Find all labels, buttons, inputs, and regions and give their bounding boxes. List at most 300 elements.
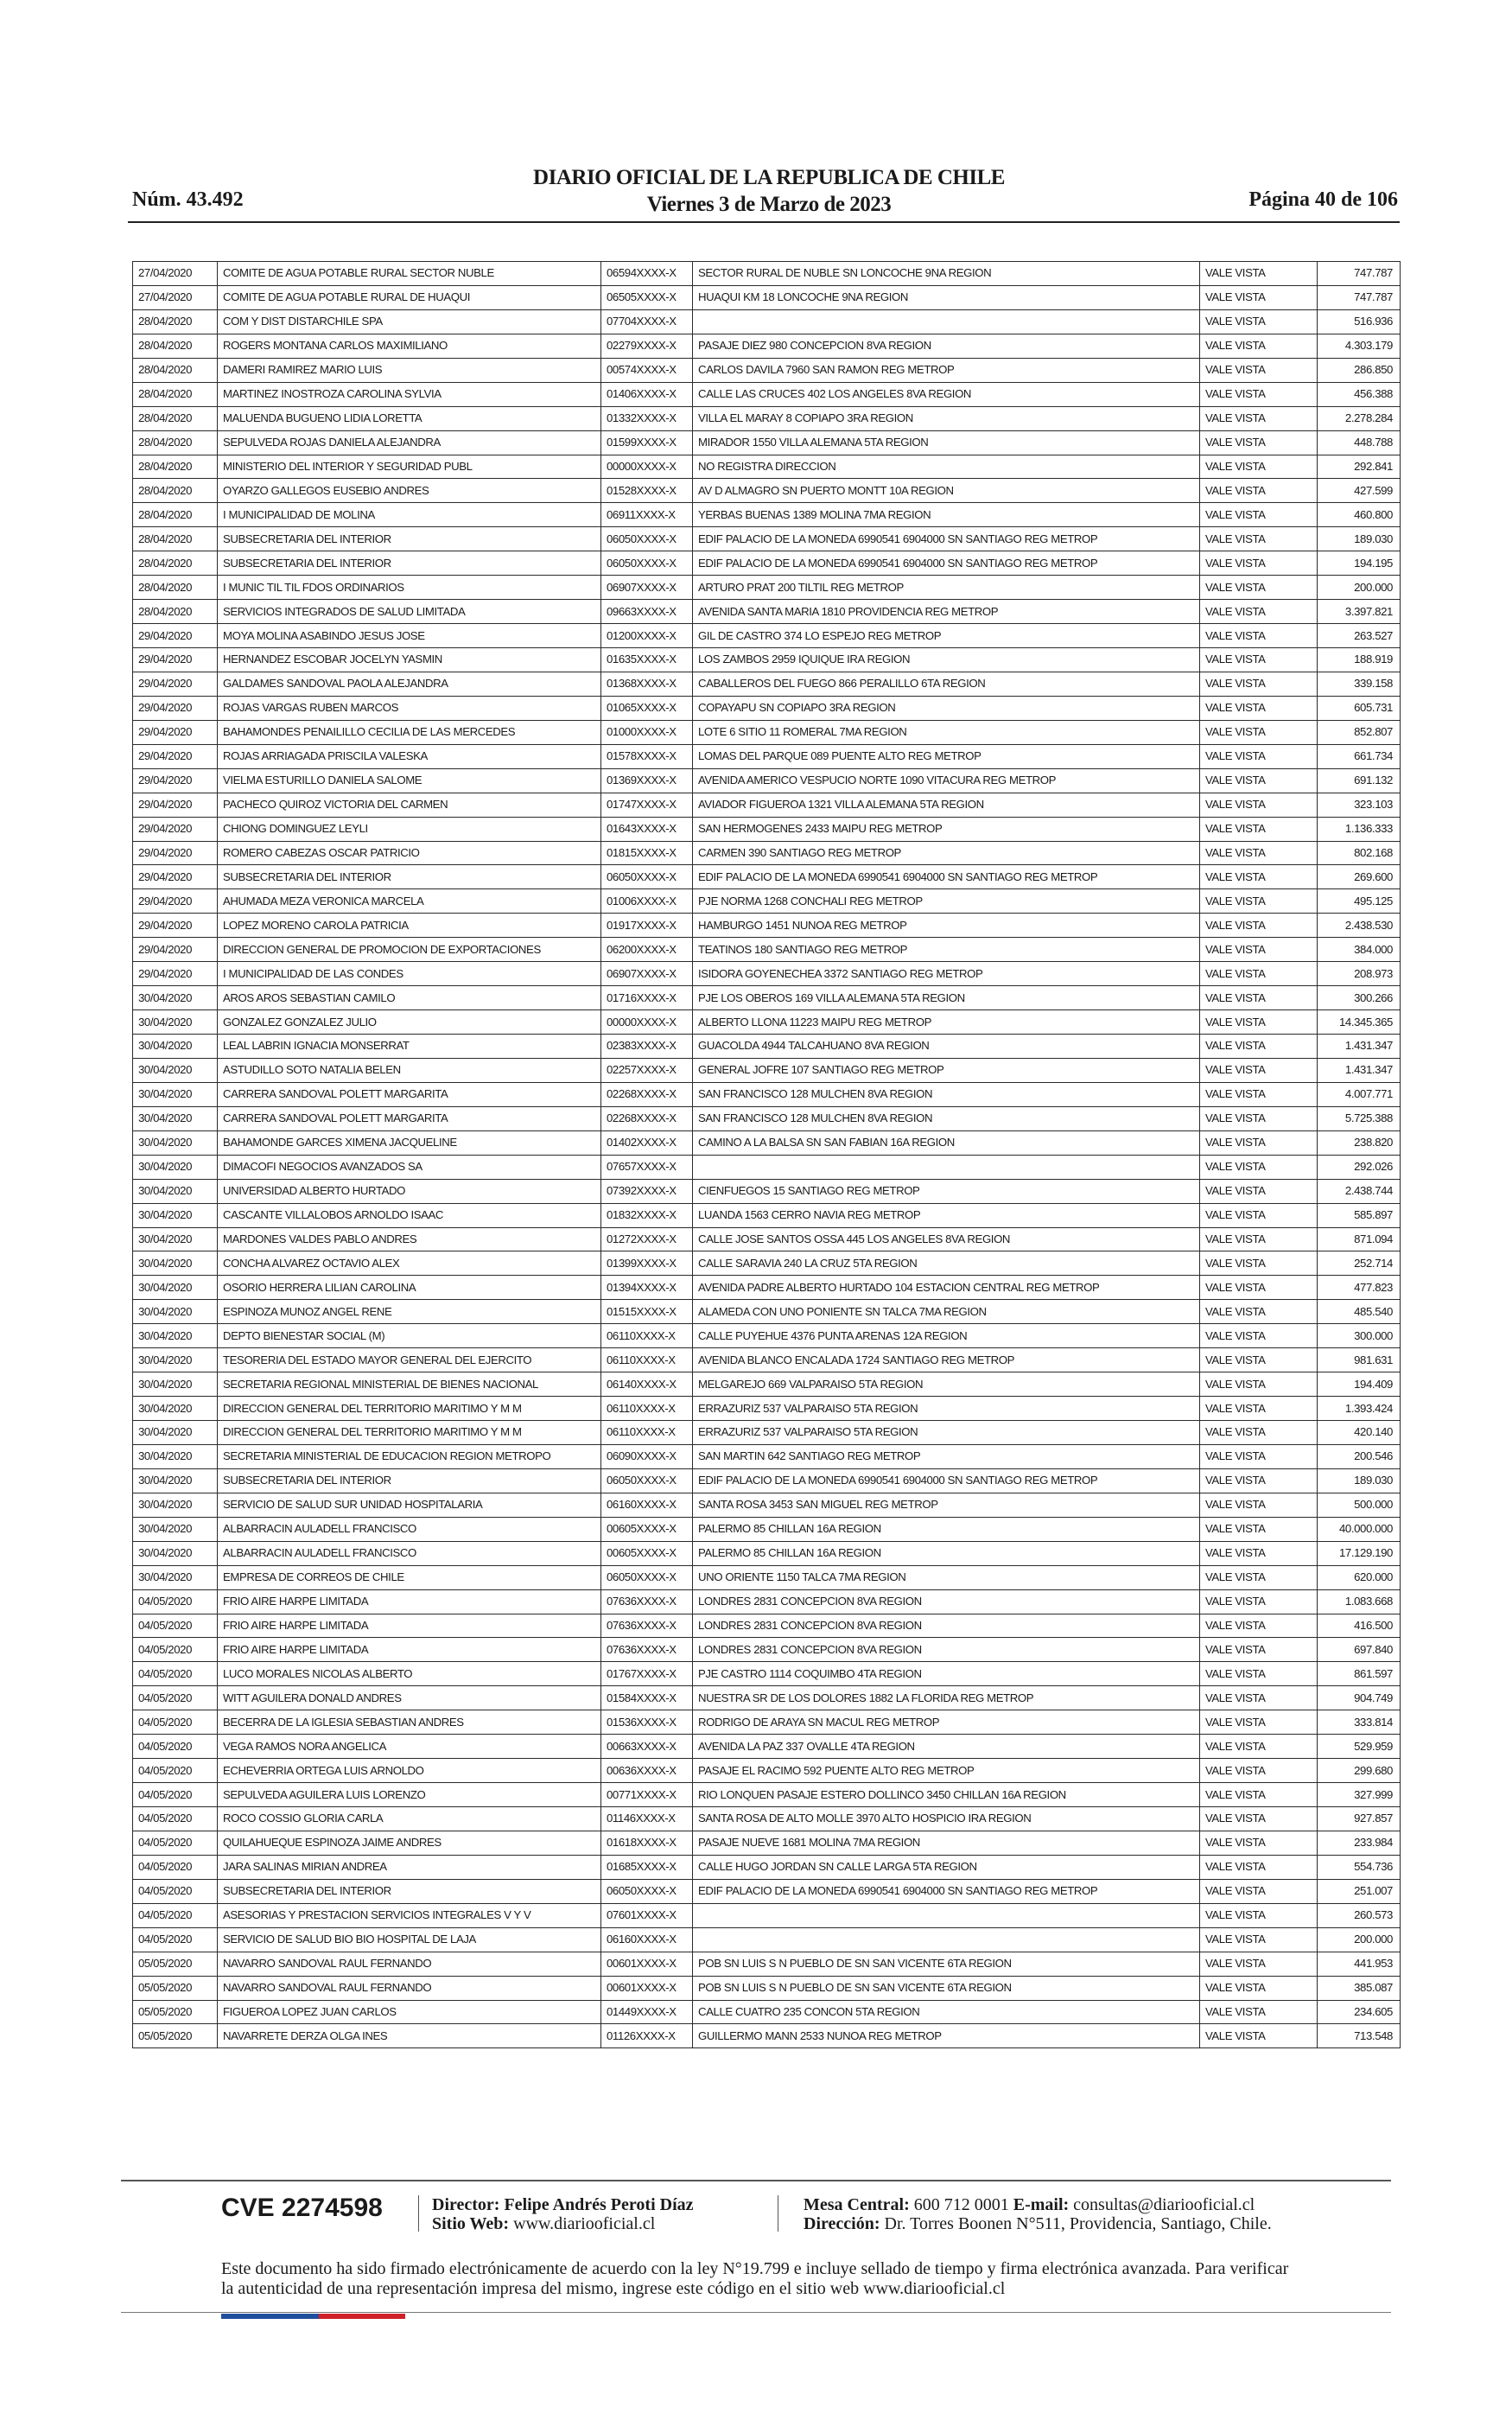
address-cell: AVENIDA PADRE ALBERTO HURTADO 104 ESTACION CENTRAL REG METROP bbox=[693, 1276, 1200, 1300]
date-cell: 29/04/2020 bbox=[133, 696, 218, 720]
publication-title bbox=[467, 164, 1071, 218]
cve-code: CVE 2274598 bbox=[221, 2194, 383, 2222]
beneficiary-cell: ASESORIAS Y PRESTACION SERVICIOS INTEGRALES V Y V bbox=[218, 1903, 601, 1927]
amount-cell: 661.734 bbox=[1318, 744, 1401, 768]
address-cell: LONDRES 2831 CONCEPCION 8VA REGION bbox=[693, 1638, 1200, 1662]
date-cell: 30/04/2020 bbox=[133, 1058, 218, 1082]
website-line bbox=[432, 2214, 694, 2233]
date-cell: 04/05/2020 bbox=[133, 1927, 218, 1952]
beneficiary-cell: ROMERO CABEZAS OSCAR PATRICIO bbox=[218, 841, 601, 865]
address-cell: ALBERTO LLONA 11223 MAIPU REG METROP bbox=[693, 1010, 1200, 1035]
date-cell: 04/05/2020 bbox=[133, 1638, 218, 1662]
beneficiary-cell: COMITE DE AGUA POTABLE RURAL DE HUAQUI bbox=[218, 285, 601, 309]
table-row bbox=[133, 1903, 1401, 1927]
table-row bbox=[133, 768, 1401, 793]
beneficiary-cell: PACHECO QUIROZ VICTORIA DEL CARMEN bbox=[218, 793, 601, 817]
rut-cell: 01406XXXX-X bbox=[601, 382, 693, 406]
date-cell: 28/04/2020 bbox=[133, 479, 218, 503]
amount-cell: 263.527 bbox=[1318, 624, 1401, 648]
payment-type-cell: VALE VISTA bbox=[1200, 334, 1318, 358]
date-cell: 30/04/2020 bbox=[133, 1372, 218, 1397]
amount-cell: 286.850 bbox=[1318, 358, 1401, 382]
table-row bbox=[133, 672, 1401, 696]
payment-type-cell: VALE VISTA bbox=[1200, 382, 1318, 406]
date-cell: 29/04/2020 bbox=[133, 720, 218, 744]
table-row bbox=[133, 1468, 1401, 1493]
table-row bbox=[133, 793, 1401, 817]
amount-cell: 2.278.284 bbox=[1318, 406, 1401, 430]
amount-cell: 251.007 bbox=[1318, 1879, 1401, 1903]
address-cell: PASAJE NUEVE 1681 MOLINA 7MA REGION bbox=[693, 1831, 1200, 1855]
date-cell: 30/04/2020 bbox=[133, 1300, 218, 1324]
table-row bbox=[133, 1807, 1401, 1831]
payment-type-cell: VALE VISTA bbox=[1200, 1710, 1318, 1735]
rut-cell: 02383XXXX-X bbox=[601, 1035, 693, 1059]
beneficiary-cell: ECHEVERRIA ORTEGA LUIS ARNOLDO bbox=[218, 1759, 601, 1783]
rut-cell: 06110XXXX-X bbox=[601, 1348, 693, 1372]
rut-cell: 00605XXXX-X bbox=[601, 1517, 693, 1541]
address-cell: CALLE CUATRO 235 CONCON 5TA REGION bbox=[693, 2000, 1200, 2024]
table-row bbox=[133, 1541, 1401, 1565]
address-cell: PJE LOS OBEROS 169 VILLA ALEMANA 5TA REGION bbox=[693, 986, 1200, 1010]
rut-cell: 02279XXXX-X bbox=[601, 334, 693, 358]
table-row bbox=[133, 1421, 1401, 1445]
amount-cell: 233.984 bbox=[1318, 1831, 1401, 1855]
payment-type-cell: VALE VISTA bbox=[1200, 576, 1318, 600]
beneficiary-cell: ASTUDILLO SOTO NATALIA BELEN bbox=[218, 1058, 601, 1082]
beneficiary-cell: SERVICIO DE SALUD SUR UNIDAD HOSPITALARIA bbox=[218, 1493, 601, 1517]
amount-cell: 189.030 bbox=[1318, 1468, 1401, 1493]
beneficiary-cell: ROJAS ARRIAGADA PRISCILA VALESKA bbox=[218, 744, 601, 768]
beneficiary-cell: CARRERA SANDOVAL POLETT MARGARITA bbox=[218, 1106, 601, 1130]
rut-cell: 01815XXXX-X bbox=[601, 841, 693, 865]
beneficiary-cell: SUBSECRETARIA DEL INTERIOR bbox=[218, 865, 601, 889]
address-cell: AV D ALMAGRO SN PUERTO MONTT 10A REGION bbox=[693, 479, 1200, 503]
payment-type-cell: VALE VISTA bbox=[1200, 1686, 1318, 1710]
amount-cell: 385.087 bbox=[1318, 1976, 1401, 2000]
rut-cell: 01449XXXX-X bbox=[601, 2000, 693, 2024]
amount-cell: 17.129.190 bbox=[1318, 1541, 1401, 1565]
header-rule bbox=[128, 221, 1400, 223]
beneficiary-cell: SECRETARIA MINISTERIAL DE EDUCACION REGION METROPO bbox=[218, 1444, 601, 1468]
payment-type-cell: VALE VISTA bbox=[1200, 1468, 1318, 1493]
rut-cell: 06050XXXX-X bbox=[601, 1565, 693, 1589]
date-cell: 30/04/2020 bbox=[133, 1517, 218, 1541]
email-link[interactable]: consultas@diariooficial.cl bbox=[1073, 2195, 1255, 2214]
address-cell: POB SN LUIS S N PUEBLO DE SN SAN VICENTE 6TA REGION bbox=[693, 1976, 1200, 2000]
date-cell: 29/04/2020 bbox=[133, 793, 218, 817]
table-row bbox=[133, 1614, 1401, 1638]
address-line bbox=[804, 2214, 1272, 2233]
rut-cell: 06911XXXX-X bbox=[601, 503, 693, 527]
address-cell: HAMBURGO 1451 NUNOA REG METROP bbox=[693, 914, 1200, 938]
amount-cell: 333.814 bbox=[1318, 1710, 1401, 1735]
publication-date: Viernes 3 de Marzo de 2023 bbox=[646, 193, 892, 216]
payment-type-cell: VALE VISTA bbox=[1200, 1493, 1318, 1517]
payment-type-cell: VALE VISTA bbox=[1200, 1082, 1318, 1106]
beneficiary-cell: VEGA RAMOS NORA ANGELICA bbox=[218, 1735, 601, 1759]
address-cell: UNO ORIENTE 1150 TALCA 7MA REGION bbox=[693, 1565, 1200, 1589]
table-row bbox=[133, 285, 1401, 309]
date-cell: 30/04/2020 bbox=[133, 1565, 218, 1589]
beneficiary-cell: BAHAMONDES PENAILILLO CECILIA DE LAS MERCEDES bbox=[218, 720, 601, 744]
payment-type-cell: VALE VISTA bbox=[1200, 1783, 1318, 1807]
table-row bbox=[133, 503, 1401, 527]
rut-cell: 00771XXXX-X bbox=[601, 1783, 693, 1807]
date-cell: 29/04/2020 bbox=[133, 865, 218, 889]
payment-type-cell: VALE VISTA bbox=[1200, 1058, 1318, 1082]
address-cell: NUESTRA SR DE LOS DOLORES 1882 LA FLORIDA REG METROP bbox=[693, 1686, 1200, 1710]
beneficiary-cell: ROCO COSSIO GLORIA CARLA bbox=[218, 1807, 601, 1831]
amount-cell: 3.397.821 bbox=[1318, 600, 1401, 624]
date-cell: 28/04/2020 bbox=[133, 430, 218, 455]
payment-type-cell: VALE VISTA bbox=[1200, 430, 1318, 455]
amount-cell: 1.431.347 bbox=[1318, 1058, 1401, 1082]
date-cell: 29/04/2020 bbox=[133, 914, 218, 938]
rut-cell: 06050XXXX-X bbox=[601, 1879, 693, 1903]
payment-type-cell: VALE VISTA bbox=[1200, 986, 1318, 1010]
date-cell: 04/05/2020 bbox=[133, 1686, 218, 1710]
rut-cell: 01917XXXX-X bbox=[601, 914, 693, 938]
address-cell: RODRIGO DE ARAYA SN MACUL REG METROP bbox=[693, 1710, 1200, 1735]
amount-cell: 1.083.668 bbox=[1318, 1589, 1401, 1614]
table-row bbox=[133, 1348, 1401, 1372]
rut-cell: 00663XXXX-X bbox=[601, 1735, 693, 1759]
address-cell: MIRADOR 1550 VILLA ALEMANA 5TA REGION bbox=[693, 430, 1200, 455]
payment-type-cell: VALE VISTA bbox=[1200, 1106, 1318, 1130]
table-row bbox=[133, 1662, 1401, 1686]
amount-cell: 234.605 bbox=[1318, 2000, 1401, 2024]
amount-cell: 323.103 bbox=[1318, 793, 1401, 817]
table-row bbox=[133, 1130, 1401, 1155]
amount-cell: 485.540 bbox=[1318, 1300, 1401, 1324]
rut-cell: 06050XXXX-X bbox=[601, 527, 693, 551]
table-row bbox=[133, 962, 1401, 986]
issue-number: Núm. 43.492 bbox=[132, 188, 244, 211]
payment-type-cell: VALE VISTA bbox=[1200, 841, 1318, 865]
table-row bbox=[133, 648, 1401, 672]
amount-cell: 441.953 bbox=[1318, 1952, 1401, 1976]
payment-type-cell: VALE VISTA bbox=[1200, 1203, 1318, 1227]
amount-cell: 200.000 bbox=[1318, 576, 1401, 600]
date-cell: 29/04/2020 bbox=[133, 648, 218, 672]
beneficiary-cell: SUBSECRETARIA DEL INTERIOR bbox=[218, 527, 601, 551]
date-cell: 30/04/2020 bbox=[133, 1444, 218, 1468]
beneficiary-cell: I MUNICIPALIDAD DE LAS CONDES bbox=[218, 962, 601, 986]
table-row bbox=[133, 1879, 1401, 1903]
rut-cell: 01635XXXX-X bbox=[601, 648, 693, 672]
table-row bbox=[133, 1735, 1401, 1759]
flag-stripe-blue bbox=[221, 2314, 319, 2319]
date-cell: 30/04/2020 bbox=[133, 1010, 218, 1035]
rut-cell: 01399XXXX-X bbox=[601, 1251, 693, 1276]
beneficiary-cell: WITT AGUILERA DONALD ANDRES bbox=[218, 1686, 601, 1710]
payment-type-cell: VALE VISTA bbox=[1200, 1035, 1318, 1059]
beneficiary-cell: DAMERI RAMIREZ MARIO LUIS bbox=[218, 358, 601, 382]
rut-cell: 00601XXXX-X bbox=[601, 1952, 693, 1976]
date-cell: 29/04/2020 bbox=[133, 768, 218, 793]
payment-type-cell: VALE VISTA bbox=[1200, 1155, 1318, 1179]
rut-cell: 07392XXXX-X bbox=[601, 1179, 693, 1203]
table-row bbox=[133, 1372, 1401, 1397]
table-row bbox=[133, 1710, 1401, 1735]
date-cell: 29/04/2020 bbox=[133, 889, 218, 914]
payment-type-cell: VALE VISTA bbox=[1200, 1397, 1318, 1421]
website-link[interactable]: www.diariooficial.cl bbox=[513, 2214, 656, 2233]
rut-cell: 06110XXXX-X bbox=[601, 1397, 693, 1421]
amount-cell: 852.807 bbox=[1318, 720, 1401, 744]
amount-cell: 529.959 bbox=[1318, 1735, 1401, 1759]
address-cell: AVIADOR FIGUEROA 1321 VILLA ALEMANA 5TA REGION bbox=[693, 793, 1200, 817]
rut-cell: 06907XXXX-X bbox=[601, 962, 693, 986]
amount-cell: 691.132 bbox=[1318, 768, 1401, 793]
payment-type-cell: VALE VISTA bbox=[1200, 1372, 1318, 1397]
amount-cell: 416.500 bbox=[1318, 1614, 1401, 1638]
beneficiary-cell: NAVARRO SANDOVAL RAUL FERNANDO bbox=[218, 1952, 601, 1976]
date-cell: 28/04/2020 bbox=[133, 309, 218, 334]
beneficiary-cell: SUBSECRETARIA DEL INTERIOR bbox=[218, 1468, 601, 1493]
payment-type-cell: VALE VISTA bbox=[1200, 1421, 1318, 1445]
address-cell bbox=[693, 1927, 1200, 1952]
beneficiary-cell: MARTINEZ INOSTROZA CAROLINA SYLVIA bbox=[218, 382, 601, 406]
address-cell: EDIF PALACIO DE LA MONEDA 6990541 6904000 SN SANTIAGO REG METROP bbox=[693, 865, 1200, 889]
payment-type-cell: VALE VISTA bbox=[1200, 962, 1318, 986]
address-cell: LOTE 6 SITIO 11 ROMERAL 7MA REGION bbox=[693, 720, 1200, 744]
date-cell: 30/04/2020 bbox=[133, 1106, 218, 1130]
table-row bbox=[133, 1179, 1401, 1203]
payment-type-cell: VALE VISTA bbox=[1200, 1179, 1318, 1203]
beneficiary-cell: ALBARRACIN AULADELL FRANCISCO bbox=[218, 1541, 601, 1565]
bottom-rule bbox=[121, 2312, 1391, 2313]
director-block bbox=[432, 2195, 694, 2233]
table-row bbox=[133, 1300, 1401, 1324]
beneficiary-cell: GALDAMES SANDOVAL PAOLA ALEJANDRA bbox=[218, 672, 601, 696]
beneficiary-cell: OYARZO GALLEGOS EUSEBIO ANDRES bbox=[218, 479, 601, 503]
date-cell: 05/05/2020 bbox=[133, 2000, 218, 2024]
email-label: E-mail: bbox=[1013, 2195, 1070, 2214]
address-cell: SAN MARTIN 642 SANTIAGO REG METROP bbox=[693, 1444, 1200, 1468]
table-row bbox=[133, 914, 1401, 938]
rut-cell: 01747XXXX-X bbox=[601, 793, 693, 817]
payment-type-cell: VALE VISTA bbox=[1200, 1662, 1318, 1686]
table-row bbox=[133, 1276, 1401, 1300]
payment-type-cell: VALE VISTA bbox=[1200, 1807, 1318, 1831]
payment-type-cell: VALE VISTA bbox=[1200, 865, 1318, 889]
beneficiary-cell: MINISTERIO DEL INTERIOR Y SEGURIDAD PUBL bbox=[218, 455, 601, 479]
beneficiary-cell: MARDONES VALDES PABLO ANDRES bbox=[218, 1227, 601, 1251]
address-cell: NO REGISTRA DIRECCION bbox=[693, 455, 1200, 479]
payment-type-cell: VALE VISTA bbox=[1200, 2000, 1318, 2024]
table-row bbox=[133, 1831, 1401, 1855]
rut-cell: 06200XXXX-X bbox=[601, 938, 693, 962]
payment-type-cell: VALE VISTA bbox=[1200, 527, 1318, 551]
date-cell: 30/04/2020 bbox=[133, 1251, 218, 1276]
amount-cell: 14.345.365 bbox=[1318, 1010, 1401, 1035]
table-row bbox=[133, 1058, 1401, 1082]
table-row bbox=[133, 1155, 1401, 1179]
amount-cell: 2.438.530 bbox=[1318, 914, 1401, 938]
address-cell: CALLE JOSE SANTOS OSSA 445 LOS ANGELES 8VA REGION bbox=[693, 1227, 1200, 1251]
beneficiary-cell: DIMACOFI NEGOCIOS AVANZADOS SA bbox=[218, 1155, 601, 1179]
amount-cell: 500.000 bbox=[1318, 1493, 1401, 1517]
beneficiary-cell: AROS AROS SEBASTIAN CAMILO bbox=[218, 986, 601, 1010]
payment-type-cell: VALE VISTA bbox=[1200, 914, 1318, 938]
payment-type-cell: VALE VISTA bbox=[1200, 262, 1318, 286]
beneficiary-cell: ROGERS MONTANA CARLOS MAXIMILIANO bbox=[218, 334, 601, 358]
payment-type-cell: VALE VISTA bbox=[1200, 1638, 1318, 1662]
payment-type-cell: VALE VISTA bbox=[1200, 1952, 1318, 1976]
payment-type-cell: VALE VISTA bbox=[1200, 1589, 1318, 1614]
payment-type-cell: VALE VISTA bbox=[1200, 1300, 1318, 1324]
beneficiary-cell: DEPTO BIENESTAR SOCIAL (M) bbox=[218, 1324, 601, 1348]
date-cell: 04/05/2020 bbox=[133, 1710, 218, 1735]
table-row bbox=[133, 1324, 1401, 1348]
address-cell: EDIF PALACIO DE LA MONEDA 6990541 6904000 SN SANTIAGO REG METROP bbox=[693, 1879, 1200, 1903]
payment-type-cell: VALE VISTA bbox=[1200, 1541, 1318, 1565]
table-row bbox=[133, 527, 1401, 551]
amount-cell: 904.749 bbox=[1318, 1686, 1401, 1710]
payment-type-cell: VALE VISTA bbox=[1200, 551, 1318, 576]
date-cell: 30/04/2020 bbox=[133, 1421, 218, 1445]
footer-separator bbox=[418, 2195, 419, 2232]
amount-cell: 861.597 bbox=[1318, 1662, 1401, 1686]
amount-cell: 713.548 bbox=[1318, 2024, 1401, 2048]
date-cell: 05/05/2020 bbox=[133, 1952, 218, 1976]
address-cell: ALAMEDA CON UNO PONIENTE SN TALCA 7MA REGION bbox=[693, 1300, 1200, 1324]
beneficiary-cell: TESORERIA DEL ESTADO MAYOR GENERAL DEL EJERCITO bbox=[218, 1348, 601, 1372]
payment-type-cell: VALE VISTA bbox=[1200, 793, 1318, 817]
payments-table bbox=[132, 261, 1401, 2048]
address-cell: COPAYAPU SN COPIAPO 3RA REGION bbox=[693, 696, 1200, 720]
date-cell: 30/04/2020 bbox=[133, 986, 218, 1010]
payment-type-cell: VALE VISTA bbox=[1200, 1855, 1318, 1879]
table-row bbox=[133, 1227, 1401, 1251]
address-cell bbox=[693, 309, 1200, 334]
amount-cell: 384.000 bbox=[1318, 938, 1401, 962]
rut-cell: 01332XXXX-X bbox=[601, 406, 693, 430]
amount-cell: 2.438.744 bbox=[1318, 1179, 1401, 1203]
beneficiary-cell: SUBSECRETARIA DEL INTERIOR bbox=[218, 551, 601, 576]
payment-type-cell: VALE VISTA bbox=[1200, 1903, 1318, 1927]
date-cell: 30/04/2020 bbox=[133, 1468, 218, 1493]
date-cell: 05/05/2020 bbox=[133, 1976, 218, 2000]
payments-table-body bbox=[133, 262, 1401, 2048]
table-row bbox=[133, 600, 1401, 624]
date-cell: 28/04/2020 bbox=[133, 406, 218, 430]
address-cell: CAMINO A LA BALSA SN SAN FABIAN 16A REGION bbox=[693, 1130, 1200, 1155]
beneficiary-cell: DIRECCION GENERAL DEL TERRITORIO MARITIMO Y M M bbox=[218, 1397, 601, 1421]
amount-cell: 1.431.347 bbox=[1318, 1035, 1401, 1059]
address-cell: SANTA ROSA DE ALTO MOLLE 3970 ALTO HOSPICIO IRA REGION bbox=[693, 1807, 1200, 1831]
page-number: Página 40 de 106 bbox=[1248, 188, 1398, 211]
table-row bbox=[133, 1517, 1401, 1541]
amount-cell: 238.820 bbox=[1318, 1130, 1401, 1155]
rut-cell: 01767XXXX-X bbox=[601, 1662, 693, 1686]
table-row bbox=[133, 1759, 1401, 1783]
contact-block bbox=[804, 2195, 1272, 2233]
rut-cell: 06140XXXX-X bbox=[601, 1372, 693, 1397]
address-cell: LONDRES 2831 CONCEPCION 8VA REGION bbox=[693, 1589, 1200, 1614]
beneficiary-cell: QUILAHUEQUE ESPINOZA JAIME ANDRES bbox=[218, 1831, 601, 1855]
address-cell bbox=[693, 1155, 1200, 1179]
payment-type-cell: VALE VISTA bbox=[1200, 503, 1318, 527]
amount-cell: 208.973 bbox=[1318, 962, 1401, 986]
date-cell: 27/04/2020 bbox=[133, 262, 218, 286]
address-cell: AVENIDA BLANCO ENCALADA 1724 SANTIAGO REG METROP bbox=[693, 1348, 1200, 1372]
table-row bbox=[133, 1106, 1401, 1130]
date-cell: 30/04/2020 bbox=[133, 1082, 218, 1106]
amount-cell: 605.731 bbox=[1318, 696, 1401, 720]
date-cell: 04/05/2020 bbox=[133, 1783, 218, 1807]
address-cell: SECTOR RURAL DE NUBLE SN LONCOCHE 9NA REGION bbox=[693, 262, 1200, 286]
table-row bbox=[133, 406, 1401, 430]
director-name: Felipe Andrés Peroti Díaz bbox=[504, 2195, 694, 2214]
address-cell: GENERAL JOFRE 107 SANTIAGO REG METROP bbox=[693, 1058, 1200, 1082]
date-cell: 04/05/2020 bbox=[133, 1879, 218, 1903]
address-cell: GUILLERMO MANN 2533 NUNOA REG METROP bbox=[693, 2024, 1200, 2048]
date-cell: 28/04/2020 bbox=[133, 576, 218, 600]
rut-cell: 01599XXXX-X bbox=[601, 430, 693, 455]
beneficiary-cell: CARRERA SANDOVAL POLETT MARGARITA bbox=[218, 1082, 601, 1106]
rut-cell: 01272XXXX-X bbox=[601, 1227, 693, 1251]
amount-cell: 448.788 bbox=[1318, 430, 1401, 455]
rut-cell: 01584XXXX-X bbox=[601, 1686, 693, 1710]
amount-cell: 194.195 bbox=[1318, 551, 1401, 576]
address-cell: RIO LONQUEN PASAJE ESTERO DOLLINCO 3450 CHILLAN 16A REGION bbox=[693, 1783, 1200, 1807]
table-row bbox=[133, 262, 1401, 286]
beneficiary-cell: LEAL LABRIN IGNACIA MONSERRAT bbox=[218, 1035, 601, 1059]
amount-cell: 516.936 bbox=[1318, 309, 1401, 334]
date-cell: 27/04/2020 bbox=[133, 285, 218, 309]
address-cell: LOMAS DEL PARQUE 089 PUENTE ALTO REG METROP bbox=[693, 744, 1200, 768]
payment-type-cell: VALE VISTA bbox=[1200, 479, 1318, 503]
payment-type-cell: VALE VISTA bbox=[1200, 720, 1318, 744]
amount-cell: 300.266 bbox=[1318, 986, 1401, 1010]
amount-cell: 620.000 bbox=[1318, 1565, 1401, 1589]
rut-cell: 01643XXXX-X bbox=[601, 817, 693, 841]
date-cell: 30/04/2020 bbox=[133, 1035, 218, 1059]
date-cell: 29/04/2020 bbox=[133, 962, 218, 986]
amount-cell: 981.631 bbox=[1318, 1348, 1401, 1372]
beneficiary-cell: BECERRA DE LA IGLESIA SEBASTIAN ANDRES bbox=[218, 1710, 601, 1735]
amount-cell: 4.303.179 bbox=[1318, 334, 1401, 358]
payment-type-cell: VALE VISTA bbox=[1200, 1517, 1318, 1541]
amount-cell: 495.125 bbox=[1318, 889, 1401, 914]
beneficiary-cell: SEPULVEDA AGUILERA LUIS LORENZO bbox=[218, 1783, 601, 1807]
table-row bbox=[133, 576, 1401, 600]
address-cell: CALLE PUYEHUE 4376 PUNTA ARENAS 12A REGION bbox=[693, 1324, 1200, 1348]
payment-type-cell: VALE VISTA bbox=[1200, 1276, 1318, 1300]
rut-cell: 06050XXXX-X bbox=[601, 1468, 693, 1493]
address-cell: CIENFUEGOS 15 SANTIAGO REG METROP bbox=[693, 1179, 1200, 1203]
rut-cell: 01394XXXX-X bbox=[601, 1276, 693, 1300]
rut-cell: 00000XXXX-X bbox=[601, 455, 693, 479]
table-row bbox=[133, 455, 1401, 479]
table-row bbox=[133, 1952, 1401, 1976]
table-row bbox=[133, 720, 1401, 744]
rut-cell: 07704XXXX-X bbox=[601, 309, 693, 334]
payment-type-cell: VALE VISTA bbox=[1200, 455, 1318, 479]
payment-type-cell: VALE VISTA bbox=[1200, 358, 1318, 382]
date-cell: 30/04/2020 bbox=[133, 1493, 218, 1517]
beneficiary-cell: ROJAS VARGAS RUBEN MARCOS bbox=[218, 696, 601, 720]
amount-cell: 188.919 bbox=[1318, 648, 1401, 672]
address-cell: MELGAREJO 669 VALPARAISO 5TA REGION bbox=[693, 1372, 1200, 1397]
footer-rule bbox=[121, 2180, 1391, 2181]
payment-type-cell: VALE VISTA bbox=[1200, 285, 1318, 309]
amount-cell: 40.000.000 bbox=[1318, 1517, 1401, 1541]
table-row bbox=[133, 624, 1401, 648]
